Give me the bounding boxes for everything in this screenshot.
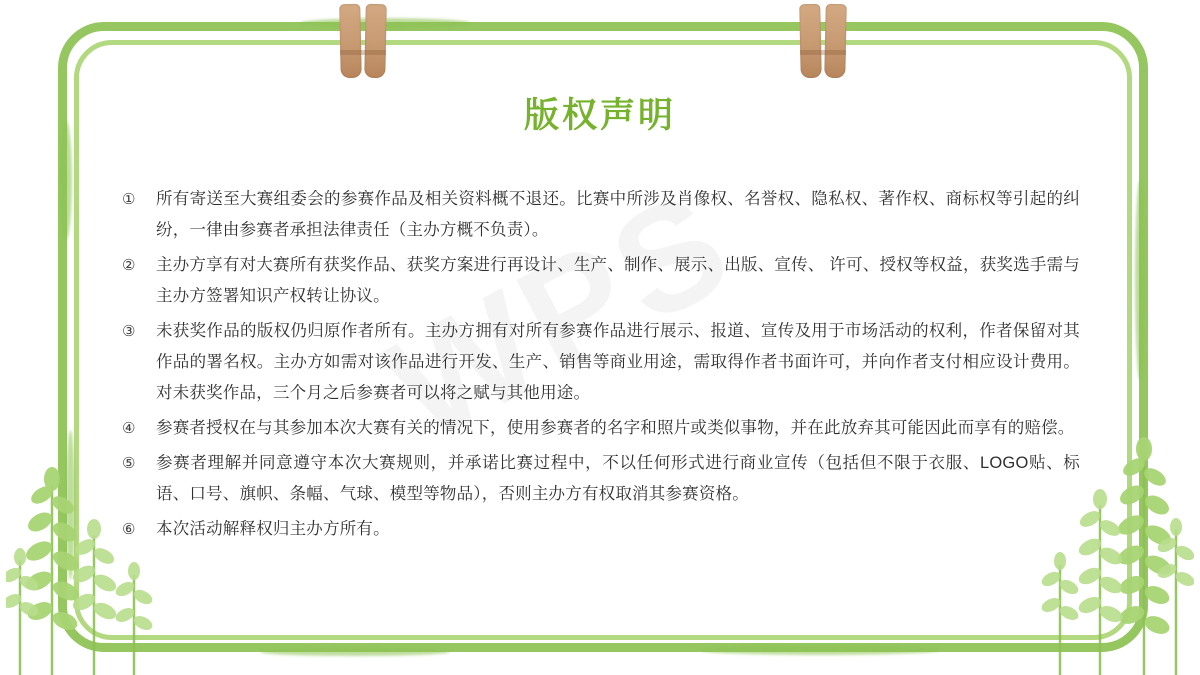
list-item	[120, 413, 1080, 444]
copyright-clause-list	[120, 184, 1080, 545]
clause-text: 所有寄送至大赛组委会的参赛作品及相关资料概不退还。比赛中所涉及肖像权、名誉权、隐私权、著作权、商标权等引起的纠纷，一律由参赛者承担法律责任（主办方概不负责）。	[156, 190, 1080, 239]
clause-text: 本次活动解释权归主办方所有。	[156, 520, 390, 538]
clause-number: ②	[122, 257, 136, 274]
clause-number: ④	[122, 420, 136, 437]
clothespin-icon	[800, 4, 846, 78]
clause-text: 参赛者授权在与其参加本次大赛有关的情况下，使用参赛者的名字和照片或类似事物，并在此放弃其可能因此而享有的赔偿。	[156, 419, 1075, 437]
clause-number: ⑤	[122, 455, 136, 472]
clause-number: ①	[122, 191, 136, 208]
clause-number: ③	[122, 323, 136, 340]
page-title: 版权声明	[523, 96, 676, 135]
brush-stroke-decoration	[60, 120, 72, 240]
clause-number: ⑥	[122, 521, 136, 538]
brush-stroke-decoration	[700, 646, 940, 655]
brush-stroke-decoration	[260, 648, 450, 656]
clause-text: 参赛者理解并同意遵守本次大赛规则，并承诺比赛过程中，不以任何形式进行商业宣传（包括但不限于衣服、LOGO贴、标语、口号、旗帜、条幅、气球、模型等物品），否则主办方有权取消其参赛资格。	[156, 454, 1080, 503]
list-item	[120, 250, 1080, 312]
list-item	[120, 184, 1080, 246]
clothespin-icon	[340, 4, 386, 78]
slide-content	[120, 88, 1080, 549]
list-item	[120, 316, 1080, 409]
brush-stroke-decoration	[66, 430, 75, 580]
list-item	[120, 448, 1080, 510]
clause-text: 主办方享有对大赛所有获奖作品、获奖方案进行再设计、生产、制作、展示、出版、宣传、 许可、授权等权益，获奖选手需与主办方签署知识产权转让协议。	[156, 256, 1080, 305]
brush-stroke-decoration	[1135, 180, 1145, 380]
clause-text: 未获奖作品的版权仍归原作者所有。主办方拥有对所有参赛作品进行展示、报道、宣传及用于市场活动的权利，作者保留对其作品的署名权。主办方如需对该作品进行开发、生产、销售等商业用途，需取得作者书面许可，并向作者支付相应设计费用。对未获奖作品，三个月之后参赛者可以将之赋与其他用途。	[156, 322, 1080, 402]
list-item	[120, 514, 1080, 545]
